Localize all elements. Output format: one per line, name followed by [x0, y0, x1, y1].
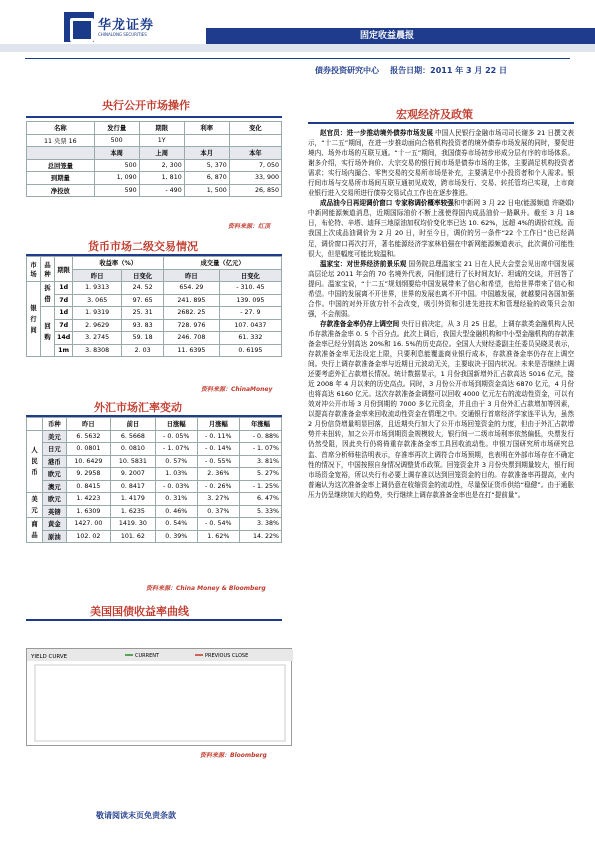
table-cell: - 0. 03%: [155, 480, 197, 493]
table-header: 日变化: [122, 269, 164, 282]
currency-cell: 黄金: [43, 518, 67, 531]
table-cell: 97. 65: [122, 294, 164, 307]
term-cell: 7d: [55, 294, 73, 307]
table-cell: 1Y: [139, 134, 184, 147]
table-cell: 2682. 25: [164, 307, 220, 320]
logo-name: 华龙证券: [98, 18, 155, 33]
table-header: 发行量: [94, 122, 139, 135]
table-cell: 5. 27%: [239, 468, 281, 481]
table-cell: 241. 895: [164, 294, 220, 307]
group-label: 拆借: [41, 282, 55, 307]
article-paragraph: [308, 259, 574, 319]
paragraph-heading: 赵官员：进一步推动境外债券市场发展: [320, 129, 433, 137]
currency-cell: 原油: [43, 530, 67, 543]
currency-cell: 港币: [43, 455, 67, 468]
table-cell: 500: [94, 159, 139, 172]
table-cell: - 0. 54%: [197, 518, 239, 531]
table-header: 变化: [229, 122, 281, 135]
table-cell: 2. 36%: [197, 468, 239, 481]
header-divider: [25, 58, 570, 59]
table-cell: 1. 62%: [197, 530, 239, 543]
money-market-table: [26, 256, 282, 357]
table-header: 上周: [139, 147, 184, 160]
source-note: 资料来源：红顶: [228, 223, 271, 230]
table-cell: - 1. 07%: [155, 443, 197, 456]
macro-title: 宏观经济及政策: [396, 108, 473, 121]
group-label: 人民币: [27, 430, 43, 493]
report-type-banner: 固定收益晨报: [206, 28, 595, 44]
table-header: [27, 147, 95, 160]
table-cell: 10. 5831: [111, 455, 155, 468]
table-header: 市场: [27, 257, 41, 282]
paragraph-heading: 存款准备金率仍存上调空间: [320, 319, 400, 328]
legend-current-label: CURRENT: [135, 653, 160, 659]
table-cell: 1. 4179: [111, 493, 155, 506]
table-cell: 0. 54%: [155, 518, 197, 531]
table-header: 期限: [139, 122, 184, 135]
table-cell: 61. 332: [219, 332, 281, 345]
table-cell: 590: [94, 184, 139, 197]
table-cell: 0. 8415: [66, 480, 110, 493]
table-cell: [229, 134, 281, 147]
currency-cell: 欧元: [43, 468, 67, 481]
table-cell: 1. 03%: [155, 468, 197, 481]
table-cell: 101. 62: [111, 530, 155, 543]
source-note: 资料来源：Bloomberg: [200, 752, 267, 759]
logo-subtitle: CHINALONG SECURITIES: [98, 32, 147, 37]
table-cell: - 0. 55%: [197, 455, 239, 468]
term-cell: 1m: [55, 344, 73, 357]
row-label: 总回笼量: [27, 159, 95, 172]
row-label: 到期量: [27, 172, 95, 185]
table-cell: 9. 2958: [66, 468, 110, 481]
table-cell: [184, 134, 229, 147]
table-cell: 0. 8417: [111, 480, 155, 493]
logo-mark-icon: [64, 12, 94, 42]
paragraph-body: 央行日前决定，从 3 月 25 日起，上调存款类金融机构人民币存款准备金率 0. 5 个百分点。此次上调后，我国大型金融机构和中小型金融机构的存款准备金率已经分别高达 20%和 16. 5%的历史高位。全国人大财经委副主任委员吴晓灵表示，存款准备金率无法设定上限，只要利息能覆盖商业银行成本，存款准备金率仍存在上调空间。央行上调存款准备金率与近期日元波动无关，主要取决于国内状况。未来是否继续上调还要考虑外汇占款增长情况。统计数据显示，1 月份我国新增外汇占款高达 5016 亿元，接近 2008 年 4 月以来的历史高点。同时，3 月份公开市场到期资金高达 6870 亿元，4 月份也将高达 6160 亿元。这次存款准备金调整可以回收 4000 亿元左右的流动性资金，可以有效对冲公开市场 3 月份到期的 7000 多亿元资金，并且由于 3 月份外汇占款增加等因素，以提高存款准备金率来回收流动性资金在情理之中。交通银行首席经济学家连平认为，虽然 2 月份信贷增量明显回落，且近期央行加大了公开市场回笼资金的力度，但由于外汇占款增势并未扭转，加之公开市场到期资金规模较大，银行间一二级市场利率依然偏低，央票发行仍然受阻，因此央行仍将倚重存款准备金率工具回收流动性。申银万国研究所市场研究总监、首席分析师桂浩明表示，存准率再次上调符合市场预期，也表明在外部市场存在不确定性的情况下，中国按照自身情况调整货币政策。回笼资金并 3 月份央票到期量较大，银行间市场资金宽裕，所以央行有必要上调存准以达到回笼资金的目的。存款准备率再提高，业内普遍认为这次准备金率上调仍意在收缩资金的流动性，尽量保证货币供给“稳健”。由于通胀压力仍呈继续加大的趋势，央行继续上调存款准备金率也是在打“提前量”。: [308, 319, 574, 499]
table-cell: 1. 9313: [73, 282, 122, 295]
table-cell: 11 央票 16: [27, 134, 95, 147]
table-header: 本年: [229, 147, 281, 160]
table-header: 前日: [111, 418, 155, 431]
table-cell: - 0. 11%: [197, 430, 239, 443]
table-cell: - 0. 05%: [155, 430, 197, 443]
table-cell: - 310. 45: [219, 282, 281, 295]
fx-market-table: [26, 417, 282, 543]
article-paragraph: [308, 128, 574, 198]
table-cell: 1, 810: [139, 172, 184, 185]
table-cell: 7, 050: [229, 159, 281, 172]
table-cell: 6, 870: [184, 172, 229, 185]
group-label: 美元: [27, 493, 43, 518]
table-header: 年涨幅: [239, 418, 281, 431]
table-cell: 6. 47%: [239, 493, 281, 506]
table-header: 昨日: [73, 269, 122, 282]
table-cell: 1. 9319: [73, 307, 122, 320]
table-cell: - 1. 07%: [239, 443, 281, 456]
term-cell: 14d: [55, 332, 73, 345]
open-market-table: [26, 121, 282, 197]
article-paragraph: [308, 198, 574, 258]
table-cell: 1. 6235: [111, 505, 155, 518]
table-cell: 11. 6395: [164, 344, 220, 357]
money-market-title: 货币市场二级交易情况: [88, 240, 198, 253]
table-cell: 0. 0801: [66, 443, 110, 456]
table-cell: - 0. 14%: [197, 443, 239, 456]
report-meta: 债券投资研究中心 报告日期：2011 年 3 月 22 日: [315, 66, 508, 75]
table-cell: 1. 6309: [66, 505, 110, 518]
table-cell: - 27. 9: [219, 307, 281, 320]
table-cell: 654. 29: [164, 282, 220, 295]
paragraph-body: 中国人民银行金融市场司司长谢多 21 日撰文表示，“十二五”期间，在进一步推动面向合格机构投资者的境外债券市场发展的同时，要促进境内、场外市场的互联互通。“十一五”期间，我国债券市场初步形成分层有序的市场体系。谢多介绍，实行场外询价、大宗交易的银行间市场是债券市场的主体，主要满足机构投资者需求；实行场内撮合、零售交易的交易所市场是补充，主要满足中小投资者和个人需求。银行间市场与交易所市场间互联互通初见成效，跨市场发行、交易、转托管均已实现，上市商业银行进入交易所进行债券交易试点工作也在逐步推进。: [308, 129, 574, 198]
table-cell: 3. 065: [73, 294, 122, 307]
table-cell: 24. 52: [122, 282, 164, 295]
table-cell: 3. 38%: [239, 518, 281, 531]
table-cell: 25. 31: [122, 307, 164, 320]
article-paragraph: [308, 319, 574, 500]
table-cell: 14. 22%: [239, 530, 281, 543]
currency-cell: 美元: [43, 430, 67, 443]
table-header: 月涨幅: [197, 418, 239, 431]
term-cell: 1d: [55, 307, 73, 320]
table-cell: 1419. 30: [111, 518, 155, 531]
table-cell: 728. 976: [164, 319, 220, 332]
term-cell: 7d: [55, 319, 73, 332]
paragraph-heading: 成品油今日再迎调价窗口 专家称调价概率较强: [320, 199, 454, 208]
table-cell: 102. 02: [66, 530, 110, 543]
table-header: 期限: [55, 257, 73, 282]
table-cell: - 0. 26%: [197, 480, 239, 493]
table-cell: - 1. 25%: [239, 480, 281, 493]
table-cell: 1, 090: [94, 172, 139, 185]
table-cell: 0. 39%: [155, 530, 197, 543]
table-header: 本月: [184, 147, 229, 160]
table-header: 利率: [184, 122, 229, 135]
table-header: 日变化: [219, 269, 281, 282]
table-cell: 6. 5632: [66, 430, 110, 443]
table-cell: 6. 5668: [111, 430, 155, 443]
section-divider: [308, 122, 574, 124]
table-cell: 1427. 00: [66, 518, 110, 531]
table-cell: 0. 46%: [155, 505, 197, 518]
table-cell: 5. 33%: [239, 505, 281, 518]
table-cell: 59. 18: [122, 332, 164, 345]
table-cell: 2. 03: [122, 344, 164, 357]
table-cell: 3. 81%: [239, 455, 281, 468]
currency-cell: 英镑: [43, 505, 67, 518]
term-cell: 1d: [55, 282, 73, 295]
table-cell: 0. 37%: [197, 505, 239, 518]
table-cell: 2, 300: [139, 159, 184, 172]
table-header: 品种: [41, 257, 55, 282]
table-header: 昨日: [164, 269, 220, 282]
row-label: 净投放: [27, 184, 95, 197]
table-cell: 0. 31%: [155, 493, 197, 506]
table-header: 昨日: [66, 418, 110, 431]
paragraph-body: 和中新网 3 月 22 日电(能源频道 许晓娟)中新网能源频道消息，近期国际油价不断上涨使得国内成品油价一路飙升。截至 3 月 18 日，布伦特、辛塔、迪拜三地原油加权均价变化率已达 10. 62%，远超 4%的调价红线。而我国上次成品油调价为 2 月 20 日，时至今日，调价的另一条件“22 个工作日”也已经满足，调价窗口再次打开，著名能源经济学家林伯强在中新网能源频道表示，此次调价可能性很大，但是幅度可能比较温和。: [308, 199, 574, 258]
table-cell: 0. 6195: [219, 344, 281, 357]
group-label: 回购: [41, 307, 55, 357]
table-header: 成交量（亿元）: [164, 257, 282, 270]
source-note: 资料来源：China Money & Bloomberg: [146, 585, 266, 592]
table-cell: 1. 4223: [66, 493, 110, 506]
open-market-title: 央行公开市场操作: [102, 99, 190, 112]
table-cell: 3. 8308: [73, 344, 122, 357]
currency-cell: 欧元: [43, 493, 67, 506]
table-cell: - 490: [139, 184, 184, 197]
header-stripe: [0, 44, 595, 52]
chart-plot-area: [35, 665, 285, 741]
table-header: 名称: [27, 122, 95, 135]
source-note: 资料来源：ChinaMoney: [201, 386, 273, 393]
table-cell: 0. 57%: [155, 455, 197, 468]
yield-curve-chart: [26, 648, 292, 746]
table-cell: 10. 6429: [66, 455, 110, 468]
table-cell: 1, 500: [184, 184, 229, 197]
currency-cell: 日元: [43, 443, 67, 456]
market-label: 银行间: [27, 282, 41, 357]
fx-market-title: 外汇市场汇率变动: [94, 401, 182, 414]
macro-article: [308, 128, 574, 500]
company-logo: [64, 12, 184, 46]
table-cell: 33, 900: [229, 172, 281, 185]
currency-cell: 澳元: [43, 480, 67, 493]
section-divider: [26, 116, 282, 118]
table-cell: 246. 708: [164, 332, 220, 345]
chart-title: YIELD CURVE: [31, 654, 68, 660]
table-header: 币种: [43, 418, 67, 431]
yield-curve-title: 美国国债收益率曲线: [90, 605, 189, 618]
disclaimer-note: 敬请阅读末页免责条款: [96, 811, 176, 820]
table-cell: 93. 83: [122, 319, 164, 332]
table-cell: 2. 9629: [73, 319, 122, 332]
group-label: 商品: [27, 518, 43, 543]
table-cell: 139. 095: [219, 294, 281, 307]
table-cell: - 0. 88%: [239, 430, 281, 443]
table-cell: 0. 0810: [111, 443, 155, 456]
table-header: 日涨幅: [155, 418, 197, 431]
table-cell: 5, 370: [184, 159, 229, 172]
table-cell: 3. 27%: [197, 493, 239, 506]
table-header: 收益率（%）: [73, 257, 164, 270]
table-cell: 500: [94, 134, 139, 147]
table-cell: 3. 2745: [73, 332, 122, 345]
table-cell: 107. 0437: [219, 319, 281, 332]
paragraph-heading: 温家宝：对世界经济前景乐观: [320, 259, 407, 268]
yield-curve-svg: [27, 649, 293, 747]
paragraph-body: 国务院总理温家宝 21 日在人民大会堂会见出席中国发展高层论坛 2011 年会的 70 名境外代表，同他们进行了长时间友好、坦诚的交谈，并回答了提问。温家宝说，“十二五”规划纲要给中国发展带来了信心和希望，也给世界带来了信心和希望。中国的发展离不开世界，世界的发展也离不开中国。中国越发展，就越要同各国加强合作。中国的对外开放方针不会改变，吸引外资和引进先进技术和管理经验的政策只会加强，不会削弱。: [308, 259, 574, 318]
table-header: 本周: [94, 147, 139, 160]
table-header: [27, 418, 43, 431]
section-divider: [26, 619, 282, 621]
legend-previous-label: PREVIOUS CLOSE: [205, 653, 249, 659]
table-cell: 26, 850: [229, 184, 281, 197]
table-cell: 9. 2007: [111, 468, 155, 481]
